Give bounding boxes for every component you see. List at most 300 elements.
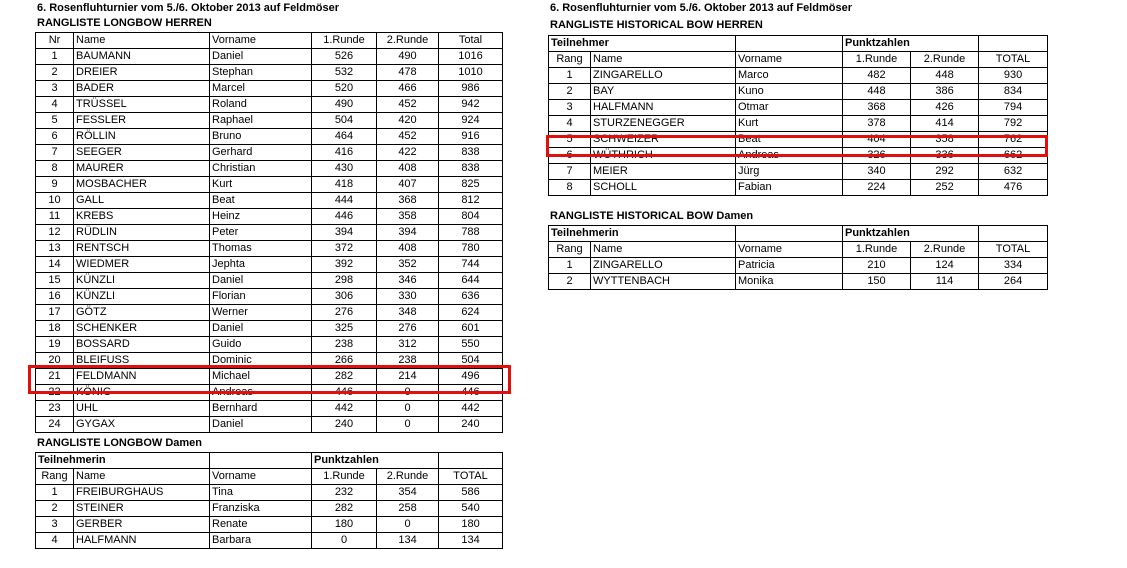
firstname-cell: Gerhard [210, 145, 312, 161]
round2-cell: 414 [911, 116, 979, 132]
name-cell: WIEDMER [74, 257, 210, 273]
rank-cell: 1 [549, 258, 591, 274]
firstname-cell: Dominic [210, 353, 312, 369]
total-cell: 442 [439, 401, 503, 417]
name-cell: SEEGER [74, 145, 210, 161]
rank-cell: 9 [36, 177, 74, 193]
round2-cell: 292 [911, 164, 979, 180]
firstname-cell: Patricia [736, 258, 843, 274]
rank-cell: 17 [36, 305, 74, 321]
table-row [36, 485, 503, 501]
name-cell: KÜNZLI [74, 273, 210, 289]
round2-cell: 394 [377, 225, 439, 241]
round2-cell: 426 [911, 100, 979, 116]
total-cell: 1016 [439, 49, 503, 65]
firstname-cell: Beat [736, 132, 843, 148]
firstname-cell: Werner [210, 305, 312, 321]
total-cell: 924 [439, 113, 503, 129]
name-cell: ZINGARELLO [591, 68, 736, 84]
round2-cell: 124 [911, 258, 979, 274]
table-row [36, 305, 503, 321]
firstname-cell: Beat [210, 193, 312, 209]
rank-cell: 3 [36, 517, 74, 533]
table-header-row [36, 469, 503, 485]
name-cell: MOSBACHER [74, 177, 210, 193]
round1-cell: 464 [312, 129, 377, 145]
firstname-cell: Daniel [210, 49, 312, 65]
col-header: Name [591, 242, 736, 258]
round1-cell: 306 [312, 289, 377, 305]
round2-cell: 352 [377, 257, 439, 273]
table-row [549, 274, 1048, 290]
total-cell: 601 [439, 321, 503, 337]
total-cell: 812 [439, 193, 503, 209]
longbow-damen-table [35, 452, 503, 549]
rank-cell: 5 [549, 132, 591, 148]
round1-cell: 404 [843, 132, 911, 148]
round1-cell: 394 [312, 225, 377, 241]
name-cell: KÖNIG [74, 385, 210, 401]
round1-cell: 378 [843, 116, 911, 132]
name-cell: RENTSCH [74, 241, 210, 257]
group-header-points: Punktzahlen [312, 453, 439, 469]
rank-cell: 15 [36, 273, 74, 289]
round1-cell: 180 [312, 517, 377, 533]
name-cell: STEINER [74, 501, 210, 517]
table-header-row [549, 52, 1048, 68]
rank-cell: 6 [36, 129, 74, 145]
col-header: Vorname [736, 242, 843, 258]
col-header: Rang [549, 52, 591, 68]
round1-cell: 224 [843, 180, 911, 196]
col-header: 2.Runde [911, 52, 979, 68]
round2-cell: 490 [377, 49, 439, 65]
firstname-cell: Stephan [210, 65, 312, 81]
name-cell: BADER [74, 81, 210, 97]
round2-cell: 422 [377, 145, 439, 161]
round1-cell: 282 [312, 369, 377, 385]
round2-cell: 336 [911, 148, 979, 164]
firstname-cell: Raphael [210, 113, 312, 129]
round1-cell: 240 [312, 417, 377, 433]
rank-cell: 21 [36, 369, 74, 385]
firstname-cell: Tina [210, 485, 312, 501]
rank-cell: 18 [36, 321, 74, 337]
rank-cell: 6 [549, 148, 591, 164]
firstname-cell: Barbara [210, 533, 312, 549]
rank-cell: 5 [36, 113, 74, 129]
col-header: Total [439, 33, 503, 49]
rank-cell: 23 [36, 401, 74, 417]
round1-cell: 448 [843, 84, 911, 100]
col-header: TOTAL [979, 242, 1048, 258]
group-header-participant: Teilnehmer [549, 36, 736, 52]
rank-cell: 2 [36, 65, 74, 81]
round2-cell: 420 [377, 113, 439, 129]
col-header: 1.Runde [843, 52, 911, 68]
firstname-cell: Andreas [210, 385, 312, 401]
highlight-box-schweizer [546, 135, 1048, 157]
table-row [36, 49, 503, 65]
table-row [549, 84, 1048, 100]
round2-cell: 214 [377, 369, 439, 385]
round2-cell: 348 [377, 305, 439, 321]
name-cell: SCHENKER [74, 321, 210, 337]
round2-cell: 358 [377, 209, 439, 225]
rank-cell: 3 [549, 100, 591, 116]
total-cell: 834 [979, 84, 1048, 100]
rank-cell: 11 [36, 209, 74, 225]
table-row [36, 81, 503, 97]
table-row [36, 225, 503, 241]
total-cell: 744 [439, 257, 503, 273]
total-cell: 632 [979, 164, 1048, 180]
total-cell: 825 [439, 177, 503, 193]
table-row [36, 145, 503, 161]
total-cell: 942 [439, 97, 503, 113]
name-cell: SCHOLL [591, 180, 736, 196]
table-row [36, 273, 503, 289]
historical-herren-table [548, 35, 1048, 196]
firstname-cell: Marcel [210, 81, 312, 97]
name-cell: GYGAX [74, 417, 210, 433]
firstname-cell: Daniel [210, 417, 312, 433]
round1-cell: 520 [312, 81, 377, 97]
rank-cell: 2 [549, 84, 591, 100]
firstname-cell: Guido [210, 337, 312, 353]
table-row [549, 164, 1048, 180]
total-cell: 496 [439, 369, 503, 385]
col-header: 2.Runde [377, 33, 439, 49]
round1-cell: 446 [312, 385, 377, 401]
firstname-cell: Bernhard [210, 401, 312, 417]
group-header-participant: Teilnehmerin [36, 453, 210, 469]
round2-cell: 466 [377, 81, 439, 97]
col-header: Rang [36, 469, 74, 485]
table-row [549, 180, 1048, 196]
rank-cell: 4 [36, 533, 74, 549]
table-row [36, 289, 503, 305]
round2-cell: 0 [377, 417, 439, 433]
group-header-empty [736, 226, 843, 242]
total-cell: 762 [979, 132, 1048, 148]
name-cell: UHL [74, 401, 210, 417]
name-cell: GALL [74, 193, 210, 209]
name-cell: FESSLER [74, 113, 210, 129]
rank-cell: 22 [36, 385, 74, 401]
table-row [36, 193, 503, 209]
firstname-cell: Marco [736, 68, 843, 84]
rank-cell: 12 [36, 225, 74, 241]
group-header-empty [210, 453, 312, 469]
col-header: Vorname [210, 469, 312, 485]
total-cell: 794 [979, 100, 1048, 116]
total-cell: 476 [979, 180, 1048, 196]
round2-cell: 452 [377, 97, 439, 113]
round1-cell: 276 [312, 305, 377, 321]
total-cell: 788 [439, 225, 503, 241]
rank-cell: 8 [36, 161, 74, 177]
total-cell: 550 [439, 337, 503, 353]
total-cell: 504 [439, 353, 503, 369]
total-cell: 792 [979, 116, 1048, 132]
name-cell: WÜTHRICH [591, 148, 736, 164]
col-header: Rang [549, 242, 591, 258]
round2-cell: 386 [911, 84, 979, 100]
table-row [36, 337, 503, 353]
table-row [36, 517, 503, 533]
name-cell: FELDMANN [74, 369, 210, 385]
col-header: TOTAL [979, 52, 1048, 68]
name-cell: DREIER [74, 65, 210, 81]
firstname-cell: Jephta [210, 257, 312, 273]
table-row [549, 258, 1048, 274]
firstname-cell: Kurt [736, 116, 843, 132]
rank-cell: 1 [549, 68, 591, 84]
total-cell: 334 [979, 258, 1048, 274]
col-header: 2.Runde [911, 242, 979, 258]
col-header: Vorname [210, 33, 312, 49]
round1-cell: 442 [312, 401, 377, 417]
round1-cell: 482 [843, 68, 911, 84]
name-cell: GÖTZ [74, 305, 210, 321]
total-cell: 586 [439, 485, 503, 501]
table-group-row [549, 36, 1048, 52]
rank-cell: 7 [36, 145, 74, 161]
round1-cell: 368 [843, 100, 911, 116]
name-cell: MEIER [591, 164, 736, 180]
name-cell: HALFMANN [74, 533, 210, 549]
table-row [36, 129, 503, 145]
table-row [549, 116, 1048, 132]
col-header: 1.Runde [312, 33, 377, 49]
round2-cell: 346 [377, 273, 439, 289]
historical-herren-title: RANGLISTE HISTORICAL BOW HERREN [550, 19, 763, 31]
longbow-damen-title: RANGLISTE LONGBOW Damen [37, 437, 203, 449]
total-cell: 240 [439, 417, 503, 433]
total-cell: 986 [439, 81, 503, 97]
firstname-cell: Peter [210, 225, 312, 241]
rank-cell: 7 [549, 164, 591, 180]
left-tournament-title: 6. Rosenfluhturnier vom 5./6. Oktober 2013 auf Feldmöser [37, 2, 339, 14]
round2-cell: 0 [377, 385, 439, 401]
rank-cell: 8 [549, 180, 591, 196]
round1-cell: 326 [843, 148, 911, 164]
table-row [36, 533, 503, 549]
rank-cell: 19 [36, 337, 74, 353]
total-cell: 804 [439, 209, 503, 225]
name-cell: FREIBURGHAUS [74, 485, 210, 501]
rank-cell: 20 [36, 353, 74, 369]
name-cell: STURZENEGGER [591, 116, 736, 132]
round2-cell: 0 [377, 517, 439, 533]
firstname-cell: Florian [210, 289, 312, 305]
total-cell: 636 [439, 289, 503, 305]
group-header-empty [736, 36, 843, 52]
right-tournament-title: 6. Rosenfluhturnier vom 5./6. Oktober 2013 auf Feldmöser [550, 2, 852, 14]
firstname-cell: Christian [210, 161, 312, 177]
name-cell: GERBER [74, 517, 210, 533]
firstname-cell: Andreas [736, 148, 843, 164]
round1-cell: 282 [312, 501, 377, 517]
round1-cell: 266 [312, 353, 377, 369]
table-row [549, 100, 1048, 116]
name-cell: HALFMANN [591, 100, 736, 116]
round2-cell: 358 [911, 132, 979, 148]
round1-cell: 238 [312, 337, 377, 353]
rank-cell: 4 [549, 116, 591, 132]
col-header: Vorname [736, 52, 843, 68]
name-cell: WYTTENBACH [591, 274, 736, 290]
rank-cell: 2 [549, 274, 591, 290]
name-cell: BLEIFUSS [74, 353, 210, 369]
group-header-points: Punktzahlen [843, 226, 979, 242]
col-header: 2.Runde [377, 469, 439, 485]
name-cell: TRÜSSEL [74, 97, 210, 113]
col-header: Name [74, 469, 210, 485]
round2-cell: 368 [377, 193, 439, 209]
rank-cell: 1 [36, 485, 74, 501]
col-header: Name [591, 52, 736, 68]
round1-cell: 0 [312, 533, 377, 549]
round2-cell: 408 [377, 241, 439, 257]
longbow-herren-title: RANGLISTE LONGBOW HERREN [37, 17, 212, 29]
table-row [36, 321, 503, 337]
round1-cell: 416 [312, 145, 377, 161]
name-cell: RÜDLIN [74, 225, 210, 241]
total-cell: 930 [979, 68, 1048, 84]
firstname-cell: Kurt [210, 177, 312, 193]
name-cell: SCHWEIZER [591, 132, 736, 148]
round2-cell: 238 [377, 353, 439, 369]
rank-cell: 4 [36, 97, 74, 113]
rank-cell: 1 [36, 49, 74, 65]
firstname-cell: Roland [210, 97, 312, 113]
round1-cell: 490 [312, 97, 377, 113]
round2-cell: 330 [377, 289, 439, 305]
round1-cell: 340 [843, 164, 911, 180]
table-row [36, 501, 503, 517]
round2-cell: 408 [377, 161, 439, 177]
round2-cell: 354 [377, 485, 439, 501]
table-row [36, 65, 503, 81]
firstname-cell: Michael [210, 369, 312, 385]
col-header: 1.Runde [312, 469, 377, 485]
col-header: Nr [36, 33, 74, 49]
name-cell: BAUMANN [74, 49, 210, 65]
group-header-empty [439, 453, 503, 469]
table-header-row [549, 242, 1048, 258]
table-row [36, 97, 503, 113]
round2-cell: 448 [911, 68, 979, 84]
rank-cell: 10 [36, 193, 74, 209]
name-cell: KÜNZLI [74, 289, 210, 305]
table-row [36, 257, 503, 273]
round1-cell: 430 [312, 161, 377, 177]
group-header-empty [979, 226, 1048, 242]
round1-cell: 210 [843, 258, 911, 274]
name-cell: MAURER [74, 161, 210, 177]
round2-cell: 452 [377, 129, 439, 145]
round1-cell: 418 [312, 177, 377, 193]
round1-cell: 392 [312, 257, 377, 273]
firstname-cell: Monika [736, 274, 843, 290]
name-cell: RÖLLIN [74, 129, 210, 145]
name-cell: BAY [591, 84, 736, 100]
total-cell: 134 [439, 533, 503, 549]
group-header-empty [979, 36, 1048, 52]
table-row [36, 401, 503, 417]
round2-cell: 276 [377, 321, 439, 337]
firstname-cell: Otmar [736, 100, 843, 116]
round2-cell: 0 [377, 401, 439, 417]
table-row [36, 417, 503, 433]
total-cell: 180 [439, 517, 503, 533]
firstname-cell: Kuno [736, 84, 843, 100]
rank-cell: 16 [36, 289, 74, 305]
table-row [36, 113, 503, 129]
group-header-points: Punktzahlen [843, 36, 979, 52]
total-cell: 838 [439, 161, 503, 177]
firstname-cell: Franziska [210, 501, 312, 517]
total-cell: 446 [439, 385, 503, 401]
firstname-cell: Heinz [210, 209, 312, 225]
firstname-cell: Fabian [736, 180, 843, 196]
total-cell: 838 [439, 145, 503, 161]
round1-cell: 232 [312, 485, 377, 501]
round1-cell: 444 [312, 193, 377, 209]
name-cell: KREBS [74, 209, 210, 225]
table-group-row [549, 226, 1048, 242]
firstname-cell: Jürg [736, 164, 843, 180]
table-row [549, 68, 1048, 84]
round1-cell: 150 [843, 274, 911, 290]
firstname-cell: Thomas [210, 241, 312, 257]
total-cell: 662 [979, 148, 1048, 164]
round1-cell: 372 [312, 241, 377, 257]
firstname-cell: Bruno [210, 129, 312, 145]
round1-cell: 526 [312, 49, 377, 65]
total-cell: 264 [979, 274, 1048, 290]
group-header-participant: Teilnehmerin [549, 226, 736, 242]
round1-cell: 504 [312, 113, 377, 129]
table-header-row [36, 33, 503, 49]
firstname-cell: Renate [210, 517, 312, 533]
historical-damen-title: RANGLISTE HISTORICAL BOW Damen [550, 210, 754, 222]
firstname-cell: Daniel [210, 321, 312, 337]
rank-cell: 14 [36, 257, 74, 273]
round2-cell: 258 [377, 501, 439, 517]
total-cell: 916 [439, 129, 503, 145]
round2-cell: 478 [377, 65, 439, 81]
name-cell: BOSSARD [74, 337, 210, 353]
round1-cell: 298 [312, 273, 377, 289]
table-row [36, 161, 503, 177]
rank-cell: 24 [36, 417, 74, 433]
firstname-cell: Daniel [210, 273, 312, 289]
round2-cell: 312 [377, 337, 439, 353]
total-cell: 540 [439, 501, 503, 517]
rank-cell: 2 [36, 501, 74, 517]
col-header: Name [74, 33, 210, 49]
round1-cell: 325 [312, 321, 377, 337]
table-row [36, 241, 503, 257]
round2-cell: 134 [377, 533, 439, 549]
total-cell: 644 [439, 273, 503, 289]
total-cell: 624 [439, 305, 503, 321]
table-row [36, 177, 503, 193]
round2-cell: 252 [911, 180, 979, 196]
